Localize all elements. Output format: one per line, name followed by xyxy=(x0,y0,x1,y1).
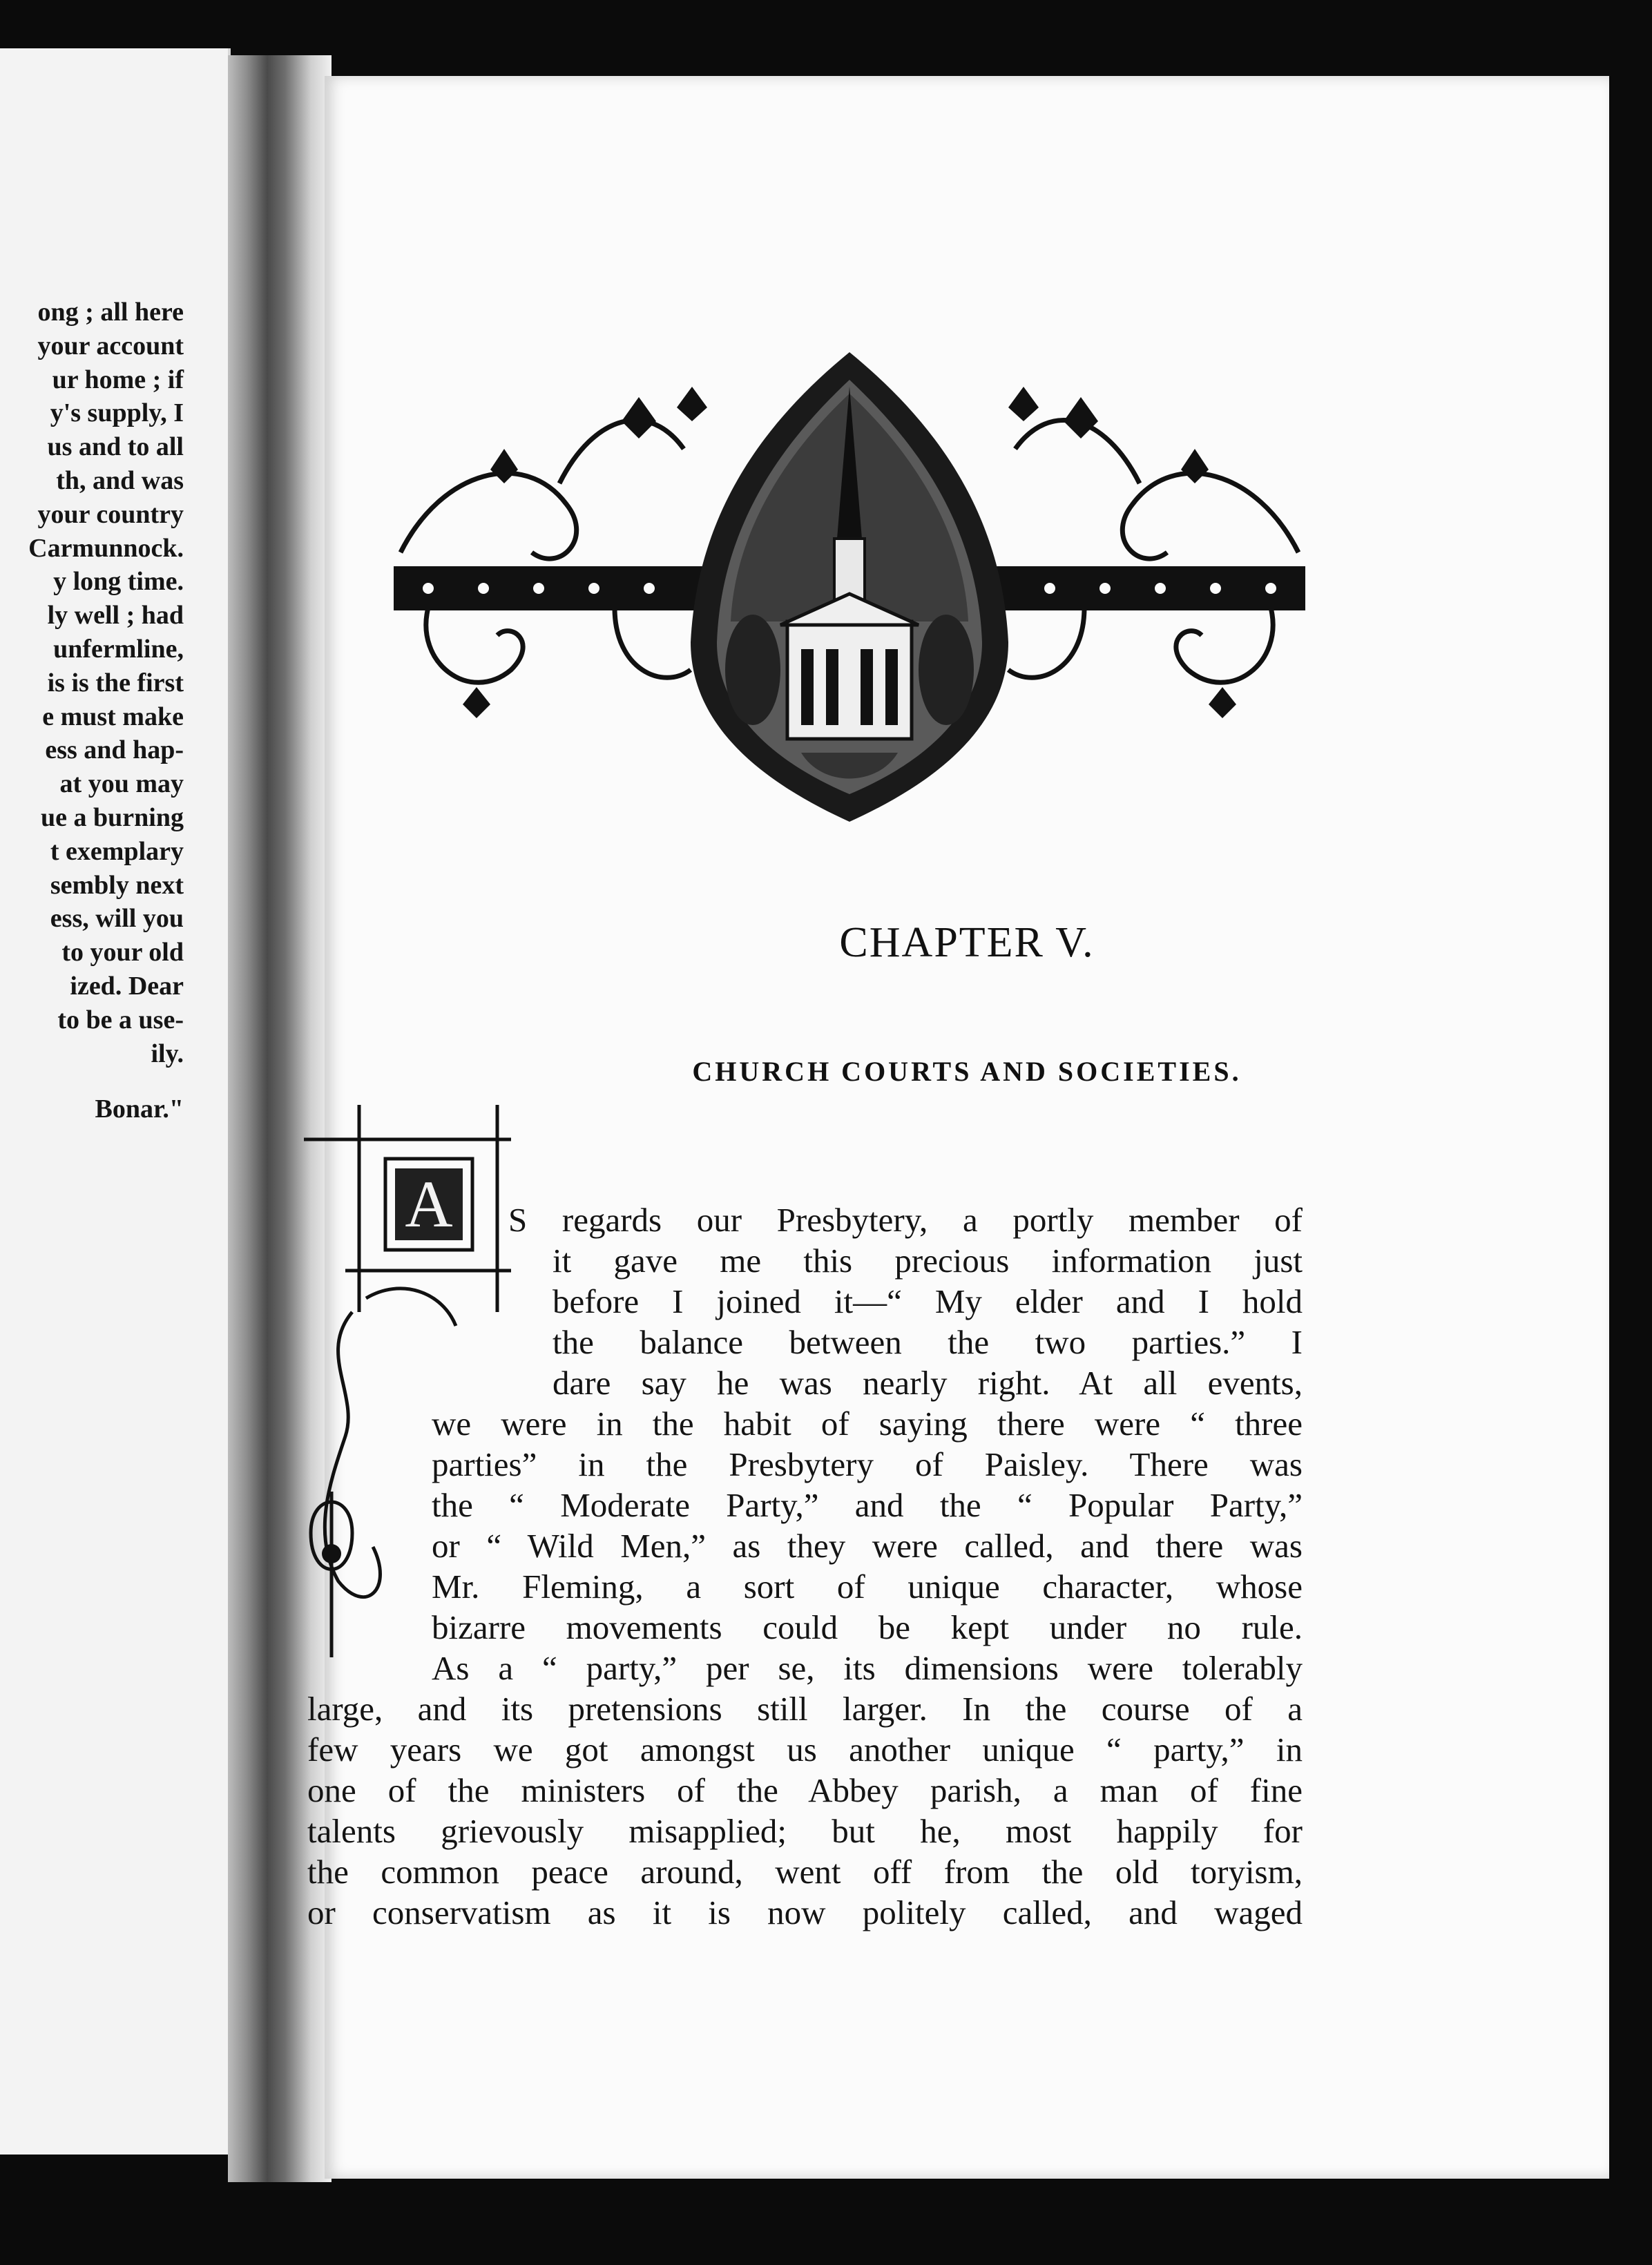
body-text-line: the common peace around, went off from the old toryism, xyxy=(307,1853,1303,1891)
facing-page-line: y long time. xyxy=(53,567,184,597)
body-text-line: S regards our Presbytery, a portly member of xyxy=(508,1201,1303,1239)
body-text-line: or “ Wild Men,” as they were called, and there was xyxy=(432,1527,1303,1565)
facing-page-line: ily. xyxy=(151,1039,184,1068)
body-text-line: talents grievously misapplied; but he, most happily for xyxy=(307,1812,1303,1850)
body-text-line: bizarre movements could be kept under no rule. xyxy=(432,1608,1303,1646)
facing-page-line: ized. Dear xyxy=(70,971,184,1001)
body-text-line: one of the ministers of the Abbey parish, a man of fine xyxy=(307,1771,1303,1809)
facing-page-line: us and to all xyxy=(47,432,184,462)
body-text-line: we were in the habit of saying there were “ three xyxy=(432,1405,1303,1443)
body-text-line: large, and its pretensions still larger. In the course of a xyxy=(307,1690,1303,1728)
body-text-line: it gave me this precious information just xyxy=(553,1242,1303,1280)
facing-page-line: at you may xyxy=(59,769,184,799)
body-text-line: Mr. Fleming, a sort of unique character, whose xyxy=(432,1568,1303,1606)
facing-page-line: e must make xyxy=(42,702,184,731)
facing-page-line: ly well ; had xyxy=(47,601,184,630)
drop-cap-letter: A xyxy=(405,1167,453,1241)
facing-page-line: ur home ; if xyxy=(52,365,184,394)
body-text-line: the “ Moderate Party,” and the “ Popular Party,” xyxy=(432,1486,1303,1524)
facing-page-signature: Bonar." xyxy=(95,1095,184,1124)
facing-page-line: ess and hap- xyxy=(45,735,184,765)
body-text-line: dare say he was nearly right. At all events, xyxy=(553,1364,1303,1402)
facing-page-line: ong ; all here xyxy=(37,298,184,327)
chapter-heading: CHAPTER V. xyxy=(839,919,1095,966)
facing-page-line: to be a use- xyxy=(57,1005,184,1034)
facing-page-line: unfermline, xyxy=(53,634,184,664)
facing-page-line: y's supply, I xyxy=(50,398,184,428)
facing-page-line: is is the first xyxy=(47,668,184,697)
facing-page-line: to your old xyxy=(61,938,184,967)
facing-page-line: ue a burning xyxy=(41,802,184,832)
facing-page-line: Carmunnock. xyxy=(28,533,184,563)
facing-page-line: your account xyxy=(37,331,184,360)
facing-page-text xyxy=(0,296,184,1126)
body-text-line: before I joined it—“ My elder and I hold xyxy=(553,1282,1303,1320)
body-text-line: or conservatism as it is now politely called, and waged xyxy=(307,1893,1303,1931)
facing-page-line: t exemplary xyxy=(50,836,184,866)
body-text-line: As a “ party,” per se, its dimensions were tolerably xyxy=(432,1649,1303,1687)
facing-page-line: sembly next xyxy=(50,870,184,900)
body-text-line: parties” in the Presbytery of Paisley. There was xyxy=(432,1445,1303,1483)
section-title: CHURCH COURTS AND SOCIETIES. xyxy=(692,1056,1242,1087)
church-ornament-illustration xyxy=(387,345,1312,829)
facing-page-line: th, and was xyxy=(56,465,184,495)
facing-page-left xyxy=(0,48,231,2155)
body-text-line: the balance between the two parties.” I xyxy=(553,1323,1303,1361)
body-text-line: few years we got amongst us another unique “ party,” in xyxy=(307,1731,1303,1768)
facing-page-line: ess, will you xyxy=(50,904,184,934)
facing-page-line: your country xyxy=(37,499,184,529)
